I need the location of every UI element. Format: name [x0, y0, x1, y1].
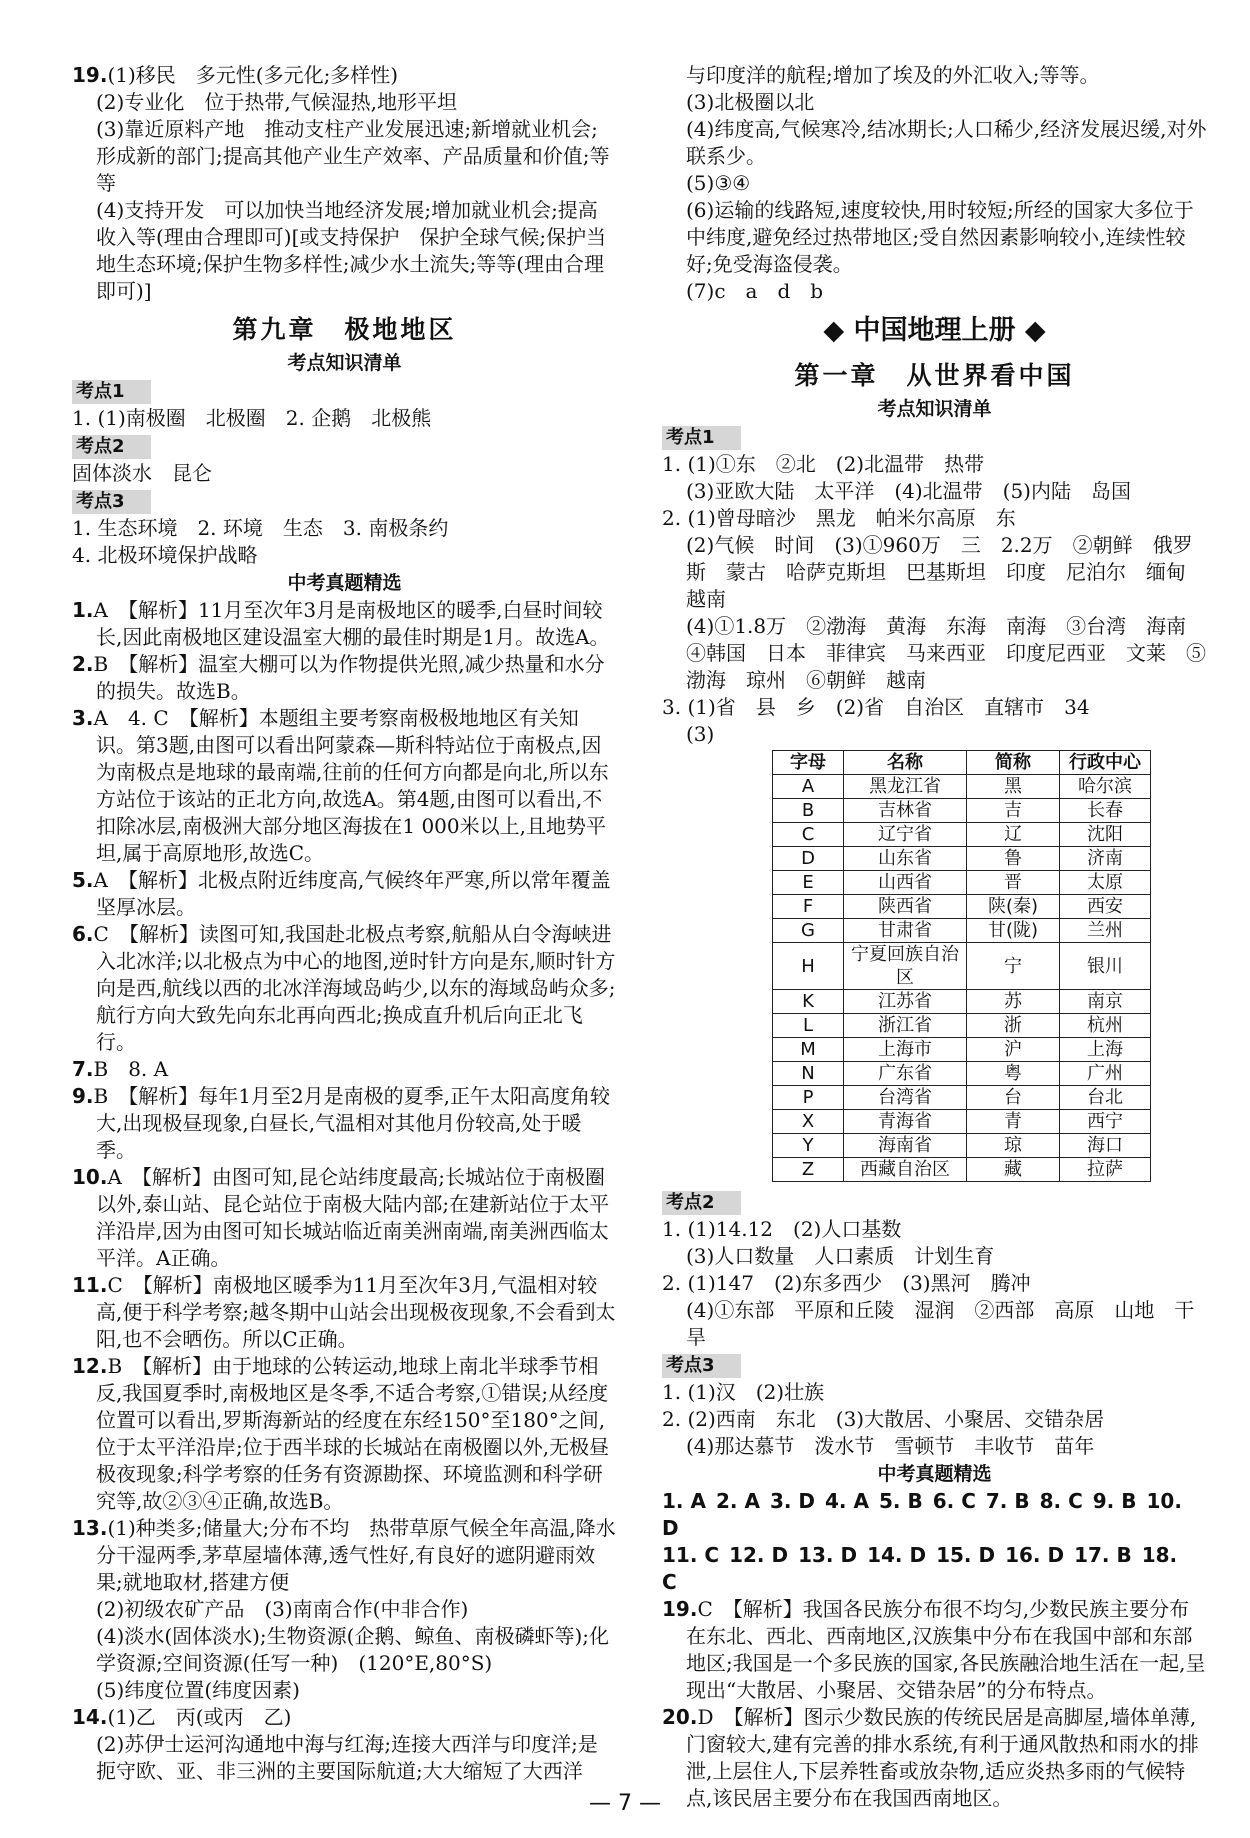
table-cell: 海口 [1060, 1134, 1151, 1158]
section-title: 考点知识清单 [287, 352, 402, 374]
table-cell: 上海市 [844, 1038, 967, 1062]
table-cell: M [773, 1038, 844, 1062]
table-cell: Y [773, 1134, 844, 1158]
table-cell: 宁夏回族自治区 [844, 943, 967, 990]
table-cell: H [773, 943, 844, 990]
table-cell: 沪 [967, 1038, 1060, 1062]
mcq-answer: 1. A [662, 1489, 706, 1513]
answer-item: 9.B 【解析】每年1月至2月是南极的夏季,正午太阳高度角较大,出现极昼现象,白昼长,气温相对其他月份较高,处于暖季。 [72, 1084, 611, 1162]
table-cell: 辽宁省 [844, 823, 967, 847]
table-cell: 鲁 [967, 847, 1060, 871]
kaodian-line: 3. (1)省 县 乡 (2)省 自治区 直辖市 34 [662, 695, 1090, 719]
answer-19-right: 19.C 【解析】我国各民族分布很不均匀,少数民族主要分布在东北、西北、西南地区,汉族集中分布在我国中部和东部地区;我国是一个多民族的国家,各民族融洽地生活在一起,呈现出“大散居、小聚居、交错杂居”的分布特点。 [662, 1597, 1206, 1702]
kaodian-tag: 考点1 [72, 380, 151, 404]
table-cell: 山西省 [844, 871, 967, 895]
mcq-answer: 13. D [798, 1543, 858, 1567]
kaodian-line: (4)①东部 平原和丘陵 湿润 ②西部 高原 山地 干旱 [686, 1298, 1195, 1349]
kaodian-line: 1. (1)①东 ②北 (2)北温带 热带 [662, 452, 985, 476]
table-cell: 陕(秦) [967, 895, 1060, 919]
table-cell: K [773, 990, 844, 1014]
table-row [773, 1110, 1151, 1134]
section-title: 中考真题精选 [287, 572, 402, 594]
table-cell: 太原 [1060, 871, 1151, 895]
kaodian-line: (3)人口数量 人口素质 计划生育 [686, 1244, 995, 1268]
table-cell: E [773, 871, 844, 895]
table-header: 行政中心 [1060, 751, 1151, 775]
table-cell: Z [773, 1158, 844, 1182]
table-cell: 陕西省 [844, 895, 967, 919]
chapter-title: 第一章 从世界看中国 [794, 361, 1075, 390]
table-cell: F [773, 895, 844, 919]
table-cell: 甘(陇) [967, 919, 1060, 943]
table-cell: L [773, 1014, 844, 1038]
answer-item: 5.A 【解析】北极点附近纬度高,气候终年严寒,所以常年覆盖坚厚冰层。 [72, 868, 611, 919]
mcq-answer: 6. C [932, 1489, 976, 1513]
mcq-answer: 15. D [936, 1543, 996, 1567]
answer-14-part: (7)c a d b [686, 279, 824, 303]
kaodian-line: 1. 生态环境 2. 环境 生态 3. 南极条约 [72, 516, 449, 540]
kaodian-line: (4)①1.8万 ②渤海 黄海 东海 南海 ③台湾 海南 ④韩国 日本 菲律宾 马来西亚 印度尼西亚 文莱 ⑤渤海 琼州 ⑥朝鲜 越南 [686, 614, 1207, 692]
table-cell: 山东省 [844, 847, 967, 871]
mcq-answer: 12. D [729, 1543, 789, 1567]
table-cell: 宁 [967, 943, 1060, 990]
section-title: 考点知识清单 [877, 398, 992, 420]
table-cell: 银川 [1060, 943, 1151, 990]
kaodian-line: 2. (1)曾母暗沙 黑龙 帕米尔高原 东 [662, 506, 1016, 530]
mcq-answer: 7. B [985, 1489, 1030, 1513]
table-cell: B [773, 799, 844, 823]
mcq-answer: 9. B [1092, 1489, 1137, 1513]
table-cell: 台湾省 [844, 1086, 967, 1110]
kaodian-tag: 考点2 [72, 435, 151, 459]
answer-item: 7.B 8. A [72, 1057, 169, 1081]
mcq-answer: 17. B [1074, 1543, 1132, 1567]
table-cell: 江苏省 [844, 990, 967, 1014]
table-cell: 广州 [1060, 1062, 1151, 1086]
mcq-answer: 14. D [867, 1543, 927, 1567]
answer-14-part: (5)③④ [686, 171, 751, 195]
mcq-answer: 5. B [878, 1489, 923, 1513]
answer-19-part2: (2)专业化 位于热带,气候湿热,地形平坦 [96, 90, 458, 114]
table-row [773, 1158, 1151, 1182]
mcq-answer: 18. C [662, 1543, 1178, 1594]
kaodian-line: (2)气候 时间 (3)①960万 三 2.2万 ②朝鲜 俄罗斯 蒙古 哈萨克斯坦 巴基斯坦 印度 尼泊尔 缅甸 越南 [686, 533, 1206, 611]
answer-14: 14.(1)乙 丙(或丙 乙) [72, 1705, 292, 1729]
book-title: ◆ 中国地理上册 ◆ [823, 315, 1046, 346]
answer-14-part: (2)苏伊士运河沟通地中海与红海;连接大西洋与印度洋;是扼守欧、亚、非三洲的主要国际航道;大大缩短了大西洋 [96, 1732, 598, 1783]
table-row [773, 943, 1151, 990]
table-header: 名称 [844, 751, 967, 775]
table-cell: 台北 [1060, 1086, 1151, 1110]
table-cell: 台 [967, 1086, 1060, 1110]
answer-20: 20.D 【解析】图示少数民族的传统民居是高脚屋,墙体单薄,门窗较大,建有完善的排水系统,有利于通风散热和雨水的排泄,上层住人,下层养牲畜或放杂物,适应炎热多雨的气候特点,该民居主要分布在我国西南地区。 [662, 1705, 1199, 1810]
table-cell: 沈阳 [1060, 823, 1151, 847]
table-row [773, 990, 1151, 1014]
answer-13-part: (4)淡水(固体淡水);生物资源(企鹅、鲸鱼、南极磷虾等);化学资源;空间资源(任写一种) (120°E,80°S) [96, 1624, 610, 1675]
answer-14-part: (3)北极圈以北 [686, 90, 815, 114]
table-cell: G [773, 919, 844, 943]
table-cell: 海南省 [844, 1134, 967, 1158]
table-row [773, 823, 1151, 847]
table-cell: C [773, 823, 844, 847]
kaodian-line: 2. (2)西南 东北 (3)大散居、小聚居、交错杂居 [662, 1407, 1105, 1431]
answer-item: 2.B 【解析】温室大棚可以为作物提供光照,减少热量和水分的损失。故选B。 [72, 652, 605, 703]
table-row [773, 895, 1151, 919]
table-cell: 杭州 [1060, 1014, 1151, 1038]
table-cell: A [773, 775, 844, 799]
table-cell: 济南 [1060, 847, 1151, 871]
table-cell: 西安 [1060, 895, 1151, 919]
table-cell: 黑 [967, 775, 1060, 799]
answer-item: 11.C 【解析】南极地区暖季为11月至次年3月,气温相对较高,便于科学考察;越冬期中山站会出现极夜现象,不会看到太阳,也不会晒伤。所以C正确。 [72, 1273, 616, 1351]
mcq-answer: 2. A [715, 1489, 760, 1513]
answer-item: 3.A 4. C 【解析】本题组主要考察南极极地地区有关知识。第3题,由图可以看出阿蒙森—斯科特站位于南极点,因为南极点是地球的最南端,往前的任何方向都是向北,所以东方站位于该站的正北方向,故选A。第4题,由图可以看出,不扣除冰层,南极洲大部分地区海拔在1 000米以上,且地势平坦,属于高原地形,故选C。 [72, 706, 609, 865]
mcq-answer: 10. D [662, 1489, 1182, 1540]
answer-14-part: (4)纬度高,气候寒冷,结冰期长;人口稀少,经济发展迟缓,对外联系少。 [686, 117, 1207, 168]
kaodian-line: (4)那达慕节 泼水节 雪顿节 丰收节 苗年 [686, 1434, 1095, 1458]
table-cell: 西藏自治区 [844, 1158, 967, 1182]
right-column [662, 62, 1207, 1812]
table-cell: 晋 [967, 871, 1060, 895]
table-cell: 青海省 [844, 1110, 967, 1134]
table-cell: 青 [967, 1110, 1060, 1134]
table-cell: 琼 [967, 1134, 1060, 1158]
table-cell: 西宁 [1060, 1110, 1151, 1134]
table-cell: X [773, 1110, 844, 1134]
table-cell: 辽 [967, 823, 1060, 847]
table-cell: 哈尔滨 [1060, 775, 1151, 799]
answer-item: 10.A 【解析】由图可知,昆仑站纬度最高;长城站位于南极圈以外,泰山站、昆仑站位于南极大陆内部;在建新站位于太平洋沿岸,因为由图可知长城站临近南美洲南端,南美洲西临太平洋。A正确。 [72, 1165, 610, 1270]
chapter-title: 第九章 极地地区 [232, 315, 457, 344]
table-cell: 浙江省 [844, 1014, 967, 1038]
kaodian-line: 1. (1)14.12 (2)人口基数 [662, 1217, 902, 1241]
kaodian-line: 4. 北极环境保护战略 [72, 543, 258, 567]
mcq-answer: 11. C [662, 1543, 720, 1567]
table-header: 简称 [967, 751, 1060, 775]
table-row [773, 847, 1151, 871]
table-row [773, 1038, 1151, 1062]
kaodian-line: 固体淡水 昆仑 [72, 461, 212, 485]
answer-item: 6.C 【解析】读图可知,我国赴北极点考察,航船从白令海峡进入北冰洋;以北极点为中心的地图,逆时针方向是东,顺时针方向是西,航线以西的北冰洋海域岛屿少,以东的海域岛屿众多;航行方向大致先向东北再向西北;换成直升机后向正北飞行。 [72, 922, 616, 1054]
answer-14-continued: 与印度洋的航程;增加了埃及的外汇收入;等等。 [686, 63, 1100, 87]
table-cell: 苏 [967, 990, 1060, 1014]
kaodian-line: (3)亚欧大陆 太平洋 (4)北温带 (5)内陆 岛国 [686, 479, 1131, 503]
table-row [773, 1134, 1151, 1158]
table-row [773, 1014, 1151, 1038]
table-cell: N [773, 1062, 844, 1086]
mcq-answer: 3. D [769, 1489, 816, 1513]
table-cell: 黑龙江省 [844, 775, 967, 799]
kaodian-tag: 考点3 [662, 1354, 741, 1378]
table-cell: 浙 [967, 1014, 1060, 1038]
answer-13-part: (2)初级农矿产品 (3)南南合作(中非合作) [96, 1597, 469, 1621]
page-number: — 7 — [589, 1791, 661, 1816]
table-cell: 长春 [1060, 799, 1151, 823]
table-cell: 吉林省 [844, 799, 967, 823]
table-cell: 拉萨 [1060, 1158, 1151, 1182]
answer-item: 1.A 【解析】11月至次年3月是南极地区的暖季,白昼时间较长,因此南极地区建设温室大棚的最佳时期是1月。故选A。 [72, 598, 610, 649]
table-cell: 粤 [967, 1062, 1060, 1086]
mcq-answers-row [662, 1488, 1207, 1542]
answer-13-part: (5)纬度位置(纬度因素) [96, 1678, 300, 1702]
table-row [773, 871, 1151, 895]
answer-19-part4: (4)支持开发 可以加快当地经济发展;增加就业机会;提高收入等(理由合理即可)[或支持保护 保护全球气候;保护当地生态环境;保护生物多样性;减少水土流失;等等(理由合理即可)] [96, 198, 607, 303]
answer-19-part3: (3)靠近原料产地 推动支柱产业发展迅速;新增就业机会;形成新的部门;提高其他产业生产效率、产品质量和价值;等等 [96, 117, 610, 195]
kaodian-tag: 考点2 [662, 1191, 741, 1215]
answer-item: 12.B 【解析】由于地球的公转运动,地球上南北半球季节相反,我国夏季时,南极地区是冬季,不适合考察,①错误;从经度位置可以看出,罗斯海新站的经度在东经150°至180°之间,位于太平洋沿岸;位于西半球的长城站在南极圈以外,无极昼极夜现象;科学考察的任务有资源勘探、环境监测和科学研究等,故②③④正确,故选B。 [72, 1354, 610, 1513]
table-row [773, 1062, 1151, 1086]
table-row [773, 775, 1151, 799]
table-cell: 兰州 [1060, 919, 1151, 943]
table-cell: P [773, 1086, 844, 1110]
mcq-answer: 4. A [825, 1489, 869, 1513]
mcq-answers-row [662, 1542, 1207, 1596]
table-cell: 甘肃省 [844, 919, 967, 943]
table-cell: 南京 [1060, 990, 1151, 1014]
table-row [773, 1086, 1151, 1110]
table-row [773, 919, 1151, 943]
kaodian-tag: 考点3 [72, 490, 151, 514]
kaodian-line: 1. (1)汉 (2)壮族 [662, 1380, 825, 1404]
kaodian-line: (3) [686, 722, 715, 746]
left-column [72, 62, 617, 1785]
answer-13: 13.(1)种类多;储量大;分布不均 热带草原气候全年高温,降水分干湿两季,茅草屋墙体薄,透气性好,有良好的遮阴避雨效果;就地取材,搭建方便 [72, 1516, 616, 1594]
table-cell: 吉 [967, 799, 1060, 823]
section-title: 中考真题精选 [877, 1463, 992, 1485]
table-cell: 广东省 [844, 1062, 967, 1086]
kaodian-tag: 考点1 [662, 426, 741, 450]
table-cell: D [773, 847, 844, 871]
province-table [772, 750, 1151, 1182]
table-body [773, 775, 1151, 1182]
table-cell: 上海 [1060, 1038, 1151, 1062]
kaodian-line: 1. (1)南极圈 北极圈 2. 企鹅 北极熊 [72, 406, 432, 430]
answer-19: 19.(1)移民 多元性(多元化;多样性) [72, 63, 399, 87]
kaodian-line: 2. (1)147 (2)东多西少 (3)黑河 腾冲 [662, 1271, 1031, 1295]
mcq-answer: 16. D [1005, 1543, 1065, 1567]
table-header-row [773, 751, 1151, 775]
mcq-answer: 8. C [1039, 1489, 1083, 1513]
table-row [773, 799, 1151, 823]
table-header: 字母 [773, 751, 844, 775]
table-cell: 藏 [967, 1158, 1060, 1182]
answer-14-part: (6)运输的线路短,速度较快,用时较短;所经的国家大多位于中纬度,避免经过热带地区;受自然因素影响较小,连续性较好;免受海盗侵袭。 [686, 198, 1194, 276]
